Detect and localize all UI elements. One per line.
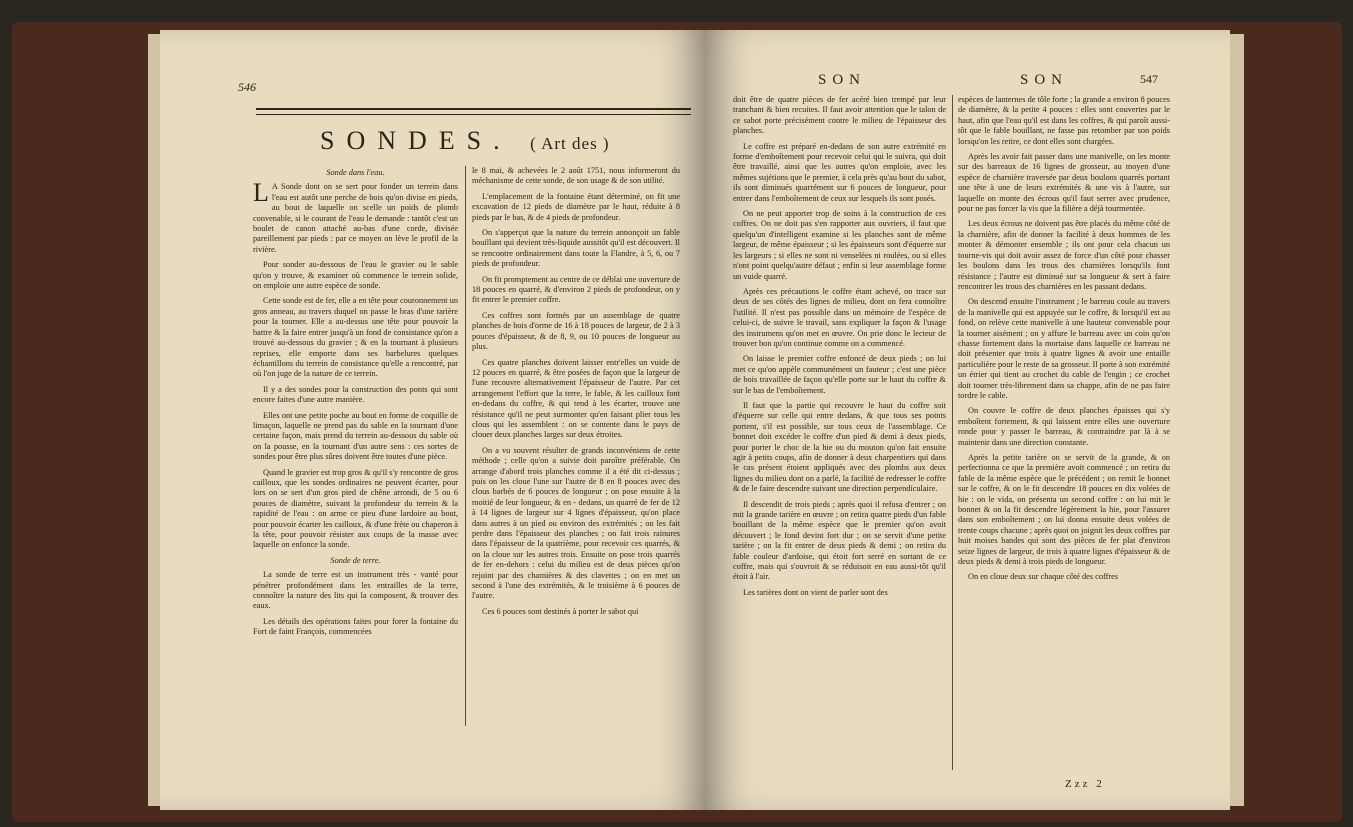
body-paragraph [958,572,1170,582]
body-paragraph [253,385,458,406]
paragraph-text: Il descendit de trois pieds ; après quoi il refusa d'entrer ; on mit la grande tarière en œuvre ; on retira quatre pieds d'un fable bouillant de la même espèce que le premier qu'on avoit découvert ; le fond devint fort dur ; on se servit d'une petite tarière ; on la fit entrer de deux pieds & demi ; on retira du fable couleur d'ardoise, qui étoit fort serré en sortant de ce coffre, mais qui s'ouvroit & se réduisoit en eau aussi-tôt qu'il étoit à l'air. [733,499,946,582]
body-paragraph [472,607,680,617]
paragraph-text: On couvre le coffre de deux planches épaisses qui s'y emboîtent fortement, & qui laissent entre elles une ouverture ronde pour y passer le barreau, & contraindre par là à se maintenir dans une direction constante. [958,406,1170,447]
paragraph-text: Les deux écrous ne doivent pas être placés du même côté de la charnière, afin de donner la facilité à deux hommes de les monter & démonter ensemble ; ils ont pour cela chacun un tourne-vis qui doit avoir assez de force d'un côté pour chasser les boulons dans les trous des charnières lorsqu'ils font résistance ; l'autre est diminué sur sa longueur & sert à faire rencontrer les trous des charnières en les passant dedans. [958,219,1170,291]
paragraph-text: Ces quatre planches doivent laisser entr'elles un vuide de 12 pouces en quarré, & être posées de façon que la largeur de l'une recouvre alternativement l'épaisseur de l'autre. Par cet arrangement l'effort que la terre, le fable, & les cailloux font en-dedans du coffre, & qui tend à les écarter, trouve une résistance qu'il ne peut surmonter qu'en faisant plier tous les clous qui les assemblent : on se contente dans le pays de clouer deux planches larges sur deux étroites. [472,357,680,440]
body-paragraph [472,311,680,353]
page-edges-left [148,34,160,806]
body-paragraph [253,296,458,379]
body-paragraph [472,358,680,441]
body-paragraph [253,468,458,551]
body-paragraph [733,500,946,583]
body-paragraph [733,95,946,137]
running-head-right: SON [1020,72,1069,88]
paragraph-text: Pour sonder au-dessous de l'eau le gravier ou le sable qu'on y trouve, & examiner où commence le terrein solide, on emploie une autre espèce de sonde. [253,260,458,291]
paragraph-text: On fit promptement au centre de ce déblai une ouverture de 18 pouces en quarré, & d'environ 2 pieds de profondeur, on y fit entrer le premier coffre. [472,274,680,305]
paragraph-text: Ces coffres sont formés par un assemblage de quatre planches de bois d'orme de 16 à 18 pouces de largeur, de 2 à 3 pouces d'épaisseur, & de 8, 9, ou 10 pouces de longueur au plus. [472,310,680,352]
column-divider-right [952,95,953,770]
paragraph-text: On en cloue deux sur chaque côté des coffres [968,572,1119,582]
body-paragraph [472,192,680,223]
paragraph-text: le 8 mai, & achevées le 2 août 1751, nous informeront du méchanisme de cette sonde, de son usage & de son utilité. [472,166,680,186]
left-page-column-2 [472,166,680,726]
body-paragraph [253,411,458,463]
header-rule-thin [256,114,691,115]
paragraph-text: Cette sonde est de fer, elle a en tête pour couronnement un gros anneau, au travers duquel on passe le bras d'une tarière pour la tourner. Elle a au-dessus une tête pour pouvoir la battre & la faire entrer jusqu'à un fond de consistance qu'on a trouvé au-dessous du gravier ; & en la tournant à plusieurs reprises, elle emporte dans ses barbelures quelques échantillons du terrein de consistance qu'elle a rencontré, par où l'on juge de la nature de ce terrein. [253,296,458,379]
paragraph-text: A Sonde dont on se sert pour fonder un terrein dans l'eau est autôt une perche de bois qu'on divise en pieds, au bout de laquelle on scelle un poids de plomb convenable, si le courant de l'eau le demande : tantôt c'est un boulet de canon attaché au-bas d'une corde, divisée pareillement par pieds : par ce moyen on lève le profil de la rivière. [253,182,458,254]
paragraph-text: Le coffre est préparé en-dedans de son autre extrémité en forme d'emboîtement pour recevoir celui qui le suivra, qui doit être travaillé, ainsi que les autres qu'on emploie, avec les mêmes sujétions que le premier, à cela près qu'au bout du sabot, ils sont diminués quarrément sur 6 pouces de longueur, pour entrer dans l'emboîtement de ceux sur lesquels ils sont posés. [733,141,946,203]
body-paragraph [958,219,1170,292]
paragraph-text: Elles ont une petite poche au bout en forme de coquille de limaçon, laquelle ne prend pas du sable en la tournant d'une certaine façon, mais prend du terrein au-dessous du sable où on la pousse, en la tournant d'un autre sens : ces sortes de sondes pour être plus sûres doivent être toutes d'une pièce. [253,410,458,462]
body-paragraph [733,588,946,598]
right-page-column-2 [958,95,1170,770]
paragraph-text: Quand le gravier est trop gros & qu'il s'y rencontre de gros cailloux, que les sondes ordinaires ne peuvent écarter, pour lors on se sert d'un gros pied de chêne arrondi, de 5 ou 6 pouces de diamètre, suivant la profondeur du terrein & la rapidité de l'eau : on arme ce pieu d'une lardoire au bout, pour pouvoir écarter les cailloux, & d'une frète ou chaperon à la tête, pour pouvoir résister aux coups de la masse avec laquelle on enfonce la sonde. [253,467,458,550]
body-paragraph [472,228,680,270]
left-page-number: 546 [238,80,256,94]
running-head-left: SON [818,72,867,88]
body-paragraph [253,570,458,612]
paragraph-text: espèces de lanternes de tôle forte ; la grande a environ 8 pouces de diamètre, & la petite 4 pouces : elles sont couvertes par le haut, afin que l'eau qu'il est dans les coffres, & qui paroît aussi-tôt que le fable bouillant, ne fasse pas retomber par son poids lorsqu'on les retire, ce dont elles sont chargées. [958,95,1170,146]
paragraph-text: Après les avoir fait passer dans une manivelle, on les monte sur des barreaux de 16 lignes de grosseur, au moyen d'une espèce de charnière traversée par deux boulons quarrés portant une tête à une de leurs extrémités & une vis à l'autre, sur laquelle on monte des écrous qu'il faut serrer avec prudence, pour ne pas forcer la vis que la filière a déjà tourmentée. [958,152,1170,214]
body-paragraph [472,166,680,187]
paragraph-text: Les détails des opérations faites pour forer la fontaine du Fort de faint François, commencées [253,616,458,637]
body-paragraph [733,401,946,495]
body-paragraph [253,617,458,638]
paragraph-text: doit être de quatre pièces de fer acéré bien trempé par leur tranchant & bien recuites. Il faut avoir attention que le talon de ce sabot porte précisément contre le milieu de l'épaisseur des planches. [733,95,946,136]
page-edges-right [1230,34,1244,806]
paragraph-text: On ne peut apporter trop de soins à la construction de ces coffres. On ne doit pas s'en rapporter aux ouvriers, il faut que quelqu'un d'intelligent examine si les planches sont de même largeur, de même épaisseur ; si les épaisseurs sont d'équerre sur les largeurs ; si elles ne sont ni venselées ni roulées, ou si elles n'ont point quelqu'autre défaut ; enfin si leur assemblage forme un vuide quarré. [733,209,946,281]
paragraph-text: Ces 6 pouces sont destinés à porter le sabot qui [482,606,639,616]
drop-cap: L [253,178,269,208]
article-title-text: SONDES. [320,126,512,155]
paragraph-text: L'emplacement de la fontaine étant déterminé, on fit une excavation de 12 pieds de diamètre par le haut, réduite à 8 pieds par le bas, & de 4 pieds de profondeur. [472,191,680,222]
paragraph-text: Il y a des sondes pour la construction des ponts qui sont encore faites d'une autre manière. [253,384,458,405]
body-paragraph [958,453,1170,567]
article-subtitle: ( Art des ) [530,134,610,153]
body-paragraph [733,354,946,396]
body-paragraph [733,142,946,204]
paragraph-text: Après la petite tarière on se servit de la grande, & on perfectionna ce que la première avoit commencé ; on retira du fable de la même espèce que le précédent ; on remit le bonnet sur le coffre, & on le fit descendre 18 pouces en dix volées de hie : on le vida, on présenta un second coffre : on lui mit le bonnet & on la fit descendre légèrement la hie, pour l'assurer dans son emboîtement ; on lui donna ensuite deux volées de trente coups chacune ; après quoi on joignit les deux coffres par huit moises bandes qui sont des pièces de fer plat d'environ seize lignes de largeur, de trois à quatre lignes d'épaisseur & de deux pieds & demi à trois pieds de longueur. [958,453,1170,567]
body-paragraph [958,297,1170,401]
body-paragraph [958,152,1170,214]
paragraph-text: On laisse le premier coffre enfoncé de deux pieds ; on lui met ce qu'on appèle communément un fauteur ; c'est une pièce de bois travaillée de façon qu'elle porte sur le haut du coffre & sur le bas de l'emboîtement. [733,354,946,395]
right-page-number: 547 [1140,72,1158,86]
paragraph-text: Après ces précautions le coffre étant achevé, on trace sur deux de ses côtés des lignes de milieu, dont on fera connoître l'utilité. Il n'est pas possible dans un mémoire de l'espèce de celui-ci, de suivre le travail, sans expliquer la façon & l'usage des instrumens qu'on met en œuvre. On prie donc le lecteur de trouver bon qu'on continue comme on a commencé. [733,286,946,348]
article-title [320,126,610,156]
paragraph-text: La sonde de terre est un instrument très - vanté pour pénétrer profondément dans les entrailles de la terre, connoître la nature des lits qui la composent, & trouver des eaux. [253,570,458,611]
paragraph-text: Il faut que la partie qui recouvre le haut du coffre soit d'équerre sur celle qui entre dedans, & que tous ses points portent, s'il est possible, sur tous ceux de l'assemblage. Ce bonnet doit excéder le coffre d'un pied & demi à deux pieds, pour porter le choc de la hie ou du mouton qu'on fait ensuite agir à petits coups, afin de donner à deux charpentiers qui dans le cas présent étoient appliqués avec des plombs aux deux lignes du milieu dont on a parlé, la facilité de redresser le coffre & de le faire descendre suivant une direction perpendiculaire. [733,400,946,494]
body-paragraph [253,260,458,291]
left-page-column-1 [253,166,458,726]
paragraph-text: On descend ensuite l'instrument ; le barreau coule au travers de la manivelle qui est appuyée sur le coffre, & lorsqu'il est au fond, on relève cette manivelle à une hauteur convenable pour la tourner aisément ; on y affure le barreau avec un coin qu'on chasse fortement dans la mortaise dans laquelle ce barreau ne doit présenter que trois à quatre lignes & avoir une entaille particulière pour le reste de sa grosseur. Il porte à son extrémité un étrier qui tient au crochet du cable de l'engin ; ce crochet doit tourner très-librement dans sa chappe, afin de ne pas faire tordre le cable. [958,297,1170,400]
paragraph-text: Les tarières dont on vient de parler sont des [743,587,888,597]
body-paragraph [958,406,1170,448]
body-paragraph [472,446,680,602]
body-paragraph [733,287,946,349]
body-paragraph [958,95,1170,147]
signature-mark: Zzz 2 [1065,778,1105,790]
column-divider-left [465,166,466,726]
right-page-column-1 [733,95,946,770]
section-heading: Sonde dans l'eau. [326,168,385,177]
section-heading: Sonde de terre. [330,555,381,565]
body-paragraph [253,178,458,255]
body-paragraph [733,209,946,282]
paragraph-text: On a vu souvent résulter de grands inconvéniens de cette méthode ; celle qu'on a suivie doit paroître préférable. On arrange d'abord trois planches comme il a été dit ci-dessus ; puis on les cloue l'une sur l'autre de 8 en 8 pouces avec des clous barbés de 6 pouces de longueur ; on pose ensuite à la moitié de leur longueur, & en - dedans, un quarré de fer de 12 à 14 lignes de largeur sur 4 lignes d'épaisseur, qu'on place dans autres à un pied ou environ des extrémités ; on les fait perdre dans l'épaisseur des planches ; on fait trois rainures dans l'épaisseur de la quatrième, pour recevoir ces quarrés, & on la cloue sur les autres trois. Ensuite on pose trois quarrés de fer en-dehors : celui du milieu est de deux pièces qu'on rejoint par des charnières & des clavettes ; on en met un second à l'une des extrémités, & le troisième à 6 pouces de l'autre. [472,445,680,601]
body-paragraph [472,275,680,306]
paragraph-text: On s'apperçut que la nature du terrein annonçoit un fable bouillant qui devient très-liquide aussitôt qu'il est découvert. Il se rencontre ordinairement dans toute la Flandre, à 5, 6, ou 7 pieds de profondeur. [472,228,680,269]
header-rule-thick [256,108,691,110]
